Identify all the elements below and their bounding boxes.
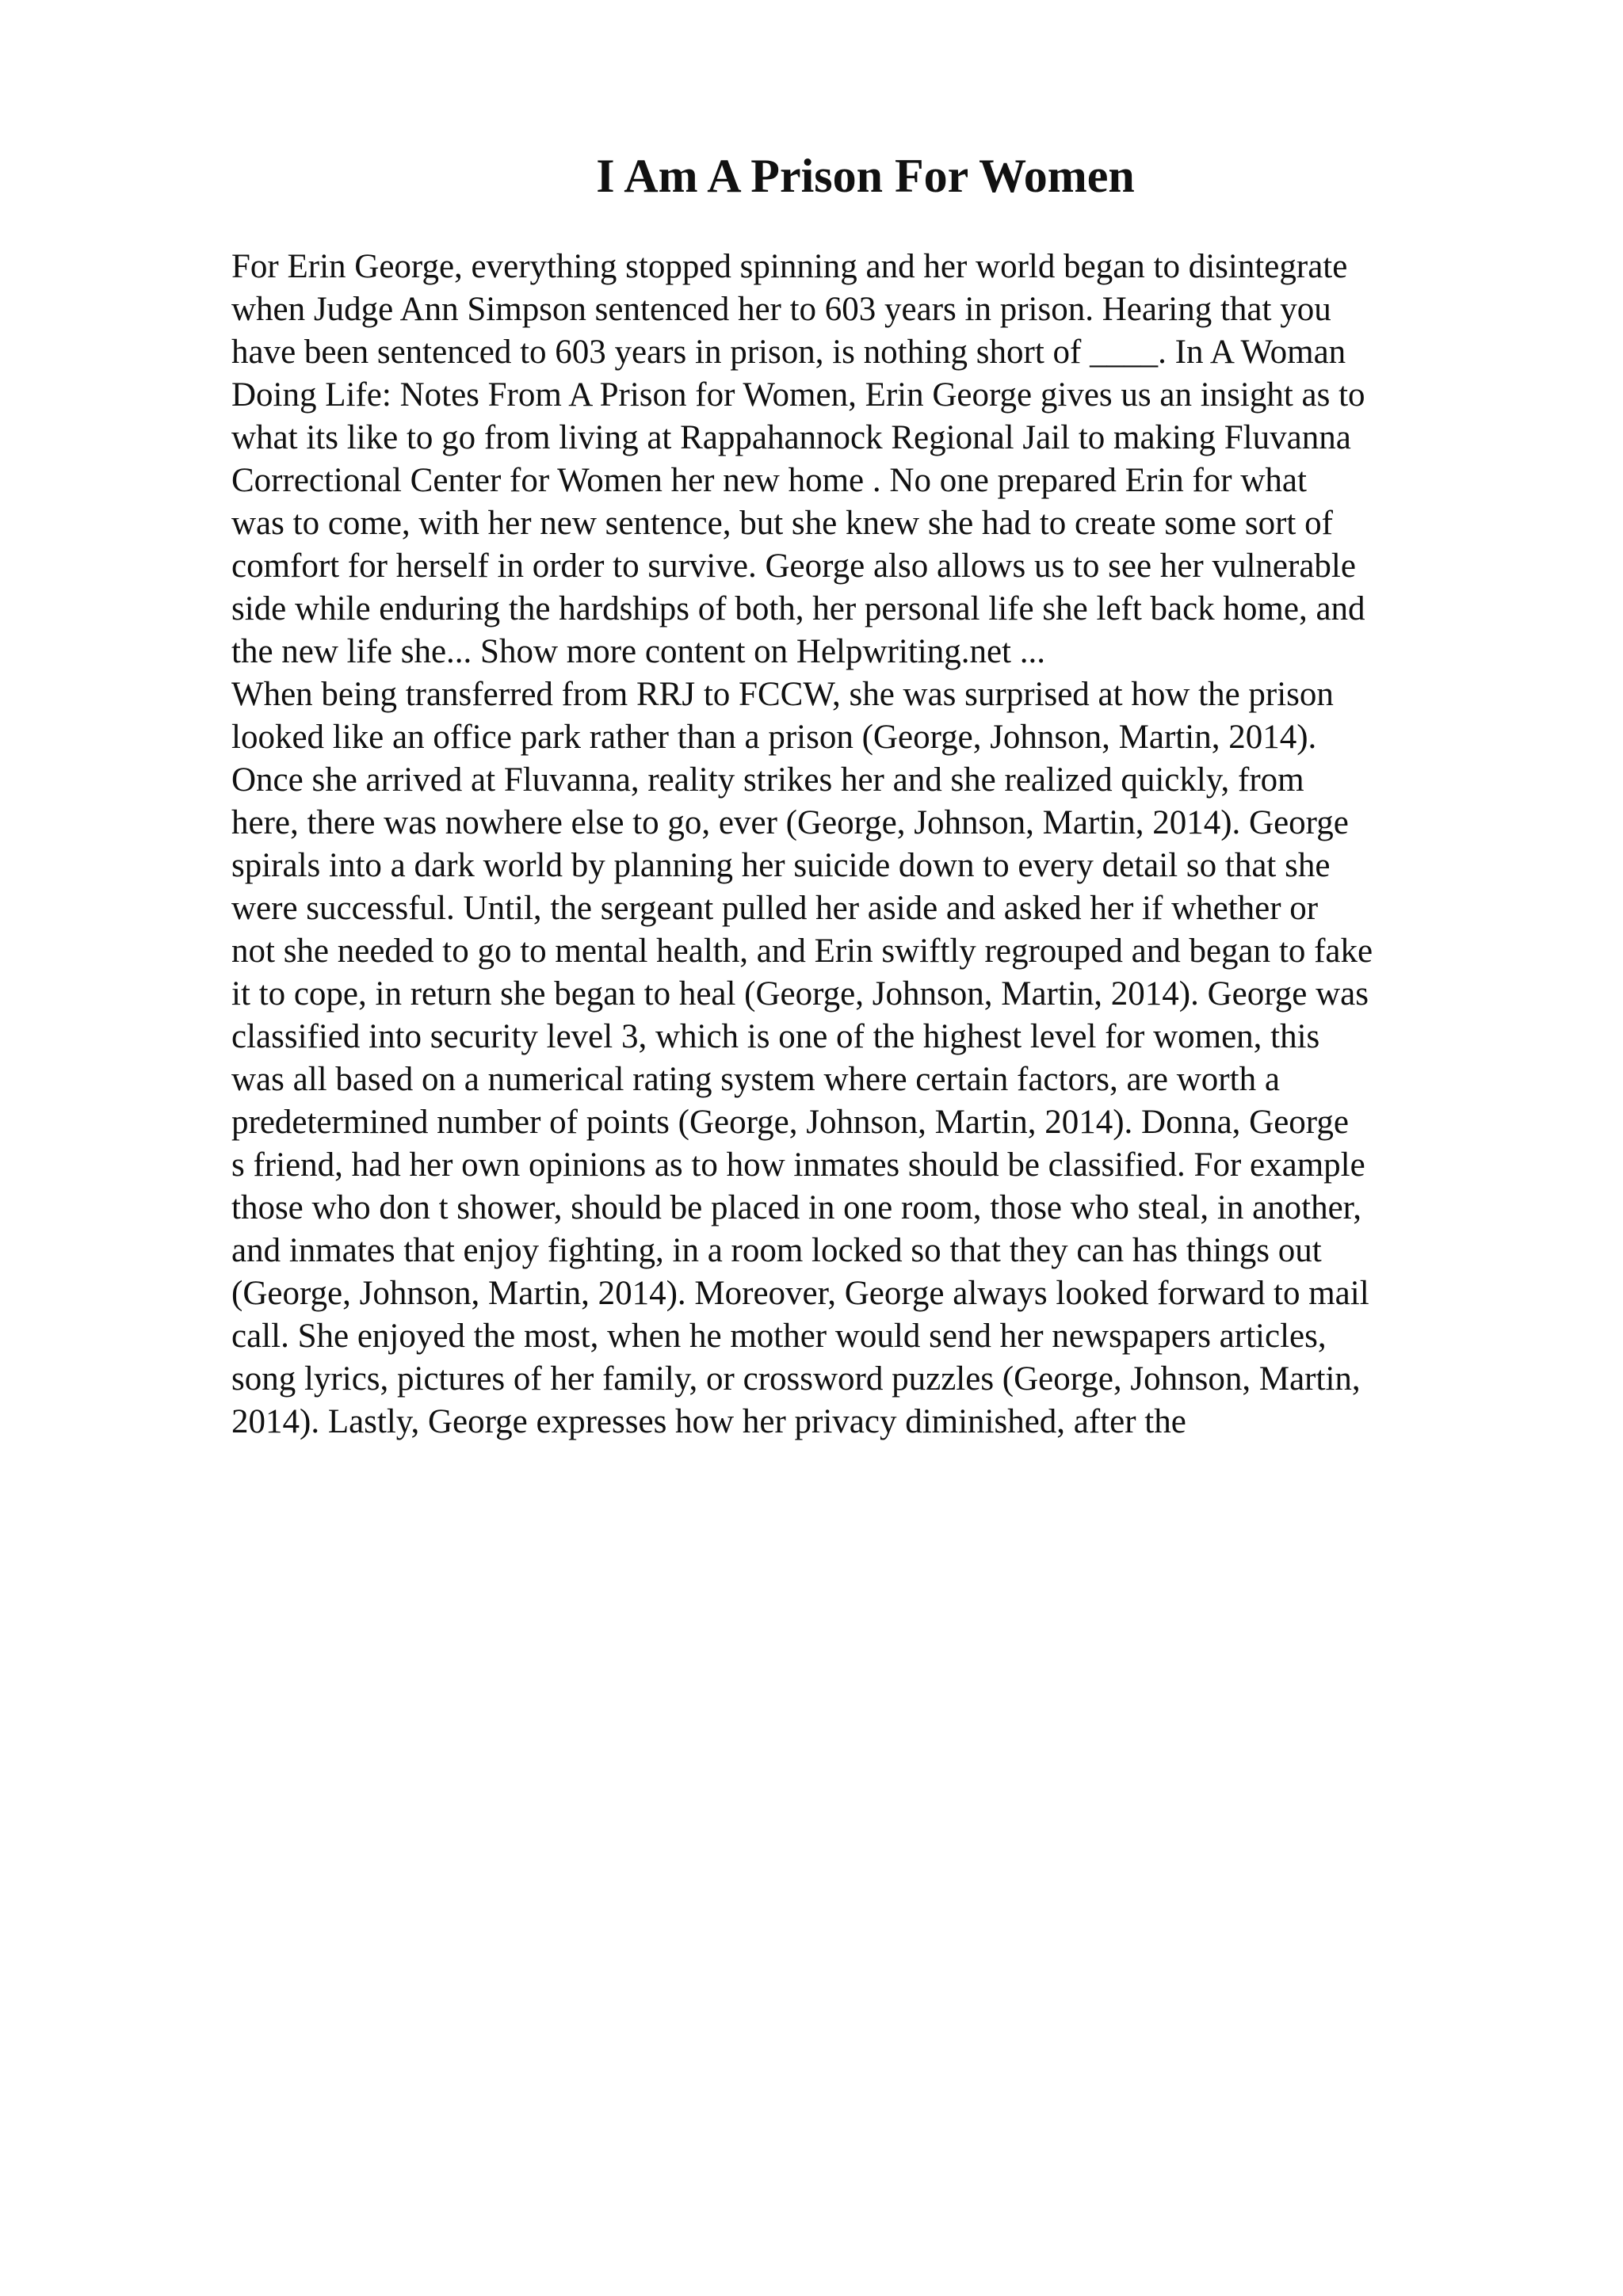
body-line: was to come, with her new sentence, but she knew she had to create some sort of	[231, 505, 1333, 542]
body-line: those who don t shower, should be placed in one room, those who steal, in another,	[231, 1189, 1362, 1226]
body-line: were successful. Until, the sergeant pulled her aside and asked her if whether or	[231, 890, 1319, 927]
body-line: what its like to go from living at Rappahannock Regional Jail to making Fluvanna	[231, 419, 1351, 456]
body-line: (George, Johnson, Martin, 2014). Moreover, George always looked forward to mail	[231, 1275, 1369, 1312]
body-line: predetermined number of points (George, Johnson, Martin, 2014). Donna, George	[231, 1104, 1349, 1141]
body-line: Doing Life: Notes From A Prison for Women, Erin George gives us an insight as to	[231, 376, 1365, 414]
body-line: s friend, had her own opinions as to how inmates should be classified. For example	[231, 1146, 1365, 1184]
document-title: I Am A Prison For Women	[596, 150, 1135, 202]
body-line: have been sentenced to 603 years in prison, is nothing short of ____. In A Woman	[231, 334, 1346, 371]
body-line: comfort for herself in order to survive. George also allows us to see her vulnerable	[231, 547, 1356, 585]
body-line: and inmates that enjoy fighting, in a room locked so that they can has things out	[231, 1232, 1322, 1269]
body-line: spirals into a dark world by planning her suicide down to every detail so that she	[231, 847, 1331, 884]
body-line: song lyrics, pictures of her family, or crossword puzzles (George, Johnson, Martin,	[231, 1360, 1361, 1398]
body-line: For Erin George, everything stopped spinning and her world began to disintegrate	[231, 248, 1348, 285]
document-body	[231, 246, 1484, 1444]
body-line: side while enduring the hardships of both, her personal life she left back home, and	[231, 590, 1365, 627]
body-line: When being transferred from RRJ to FCCW, she was surprised at how the prison	[231, 676, 1334, 713]
body-line: looked like an office park rather than a prison (George, Johnson, Martin, 2014).	[231, 719, 1317, 756]
body-line: 2014). Lastly, George expresses how her privacy diminished, after the	[231, 1403, 1186, 1440]
body-line: Correctional Center for Women her new home . No one prepared Erin for what	[231, 462, 1307, 499]
body-line: not she needed to go to mental health, and Erin swiftly regrouped and began to fake	[231, 933, 1373, 970]
body-line: when Judge Ann Simpson sentenced her to 603 years in prison. Hearing that you	[231, 291, 1331, 328]
body-line: here, there was nowhere else to go, ever (George, Johnson, Martin, 2014). George	[231, 804, 1349, 841]
body-line: classified into security level 3, which is one of the highest level for women, this	[231, 1018, 1320, 1055]
body-line: call. She enjoyed the most, when he mother would send her newspapers articles,	[231, 1318, 1327, 1355]
body-line: Once she arrived at Fluvanna, reality strikes her and she realized quickly, from	[231, 761, 1304, 799]
body-line: was all based on a numerical rating system where certain factors, are worth a	[231, 1061, 1280, 1098]
body-line: it to cope, in return she began to heal (George, Johnson, Martin, 2014). George was	[231, 975, 1369, 1013]
body-line: the new life she... Show more content on Helpwriting.net ...	[231, 633, 1046, 670]
